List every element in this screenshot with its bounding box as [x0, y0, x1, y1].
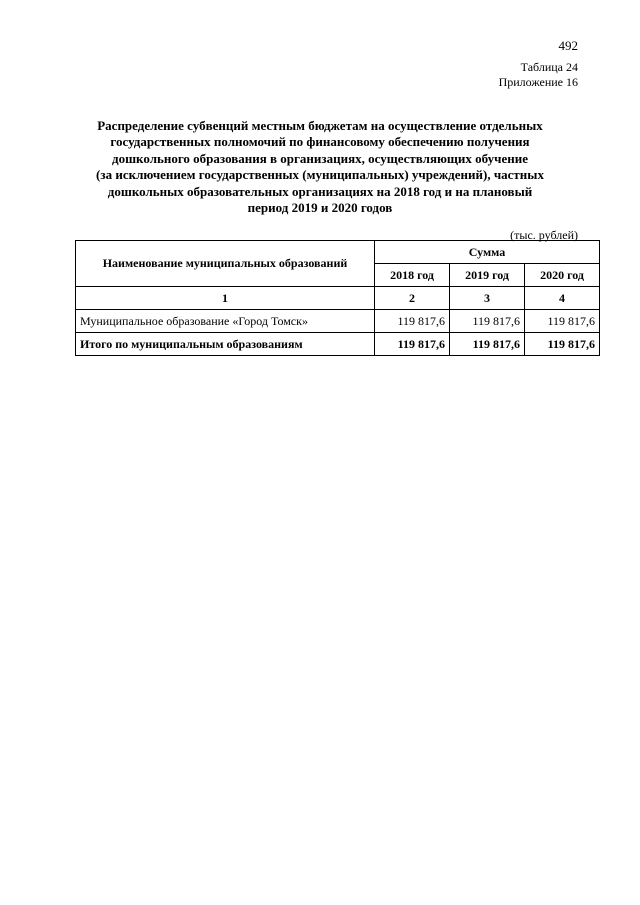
table-row	[76, 310, 600, 333]
table-label: Таблица 24	[520, 60, 578, 74]
index-row	[76, 287, 600, 310]
header-sum: Сумма	[375, 241, 600, 264]
total-2018: 119 817,6	[375, 333, 450, 356]
title-line: дошкольных образовательных организациях на 2018 год и на плановый	[107, 183, 533, 199]
value-2019: 119 817,6	[450, 310, 525, 333]
value-2018: 119 817,6	[375, 310, 450, 333]
title-line: (за исключением государственных (муниципальных) учреждений), частных	[96, 167, 544, 183]
index-cell: 1	[76, 287, 375, 310]
total-row	[76, 333, 600, 356]
appendix-label: Приложение 16	[498, 75, 578, 89]
title-line: дошкольного образования в организациях, осуществляющих обучение	[112, 150, 528, 166]
units-label: (тыс. рублей)	[510, 228, 578, 242]
total-2020: 119 817,6	[525, 333, 600, 356]
municipality-name: Муниципальное образование «Город Томск»	[76, 310, 375, 333]
header-name: Наименование муниципальных образований	[76, 241, 375, 287]
index-cell: 4	[525, 287, 600, 310]
table-reference	[499, 60, 578, 90]
page-number: 492	[558, 38, 578, 53]
total-label: Итого по муниципальным образованиям	[76, 333, 375, 356]
header-row	[76, 241, 600, 264]
document-title	[70, 118, 570, 216]
index-cell: 3	[450, 287, 525, 310]
title-line: Распределение субвенций местным бюджетам на осуществление отдельных	[97, 118, 543, 133]
index-cell: 2	[375, 287, 450, 310]
header-year-2019: 2019 год	[450, 264, 525, 287]
header-year-2018: 2018 год	[375, 264, 450, 287]
value-2020: 119 817,6	[525, 310, 600, 333]
subvention-table	[75, 240, 600, 356]
total-2019: 119 817,6	[450, 333, 525, 356]
header-year-2020: 2020 год	[525, 264, 600, 287]
title-line: период 2019 и 2020 годов	[247, 200, 393, 216]
title-line: государственных полномочий по финансовому обеспечению получения	[110, 134, 530, 150]
